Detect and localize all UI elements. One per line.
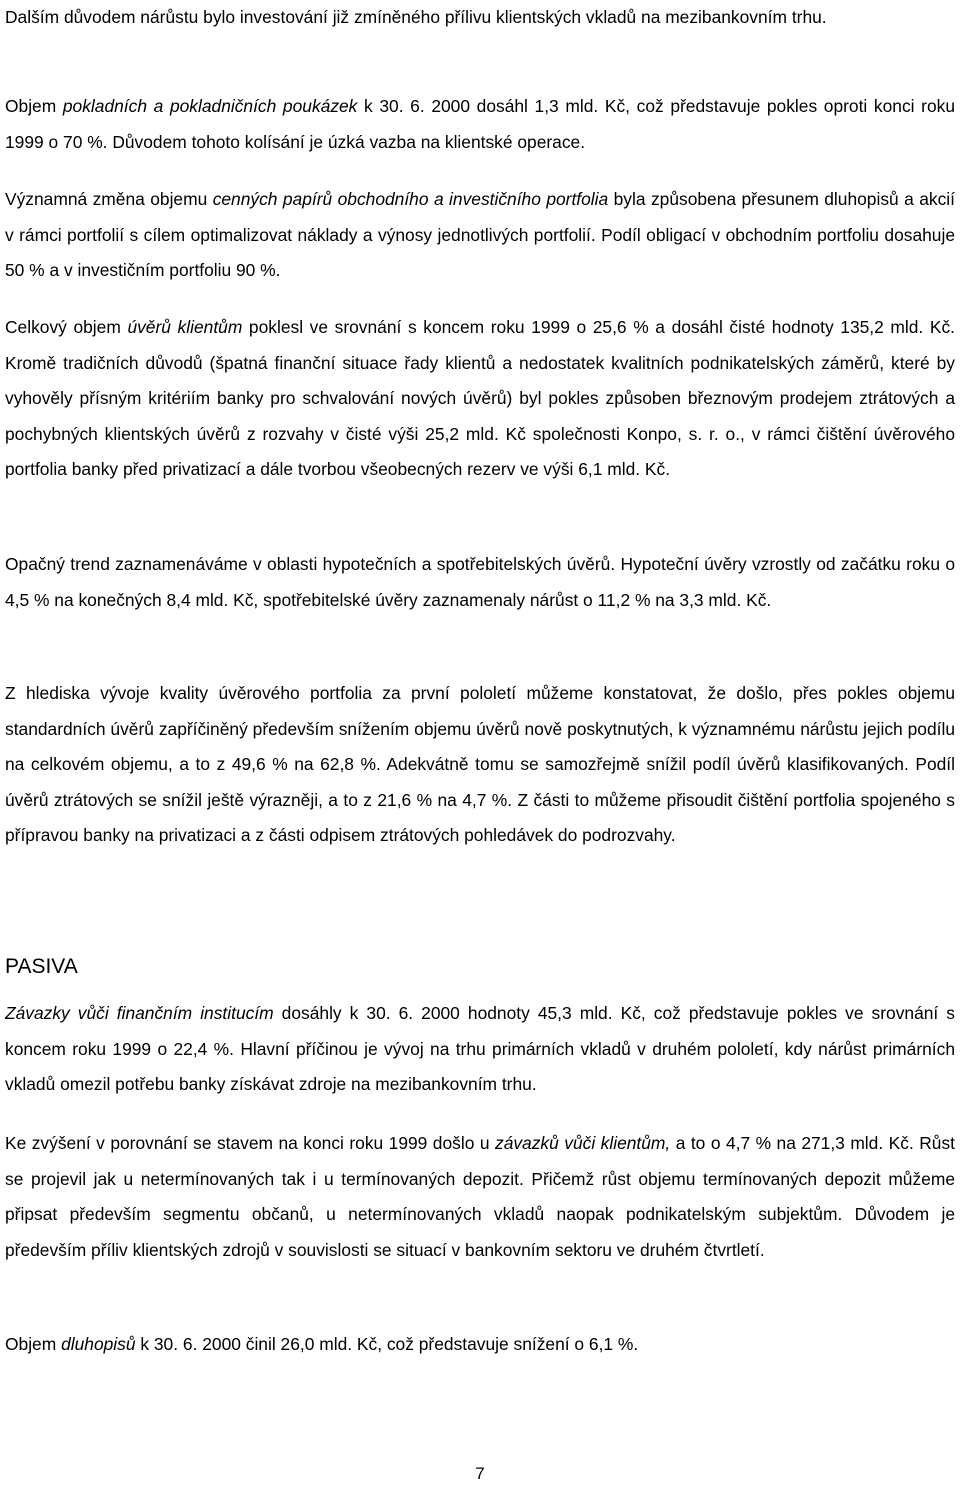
text-run: Opačný trend zaznamenáváme v oblasti hypotečních a spotřebitelských úvěrů. Hypoteční úvěry vzrostly od začátku roku o 4,5 % na konečných 8,4 mld. Kč, spotřebitelské úvěry zaznamenaly nárůst o 11,2 % na 3,3 mld. Kč. bbox=[5, 554, 955, 610]
paragraph-financial-institutions bbox=[5, 996, 955, 1103]
italic-term: úvěrů klientům bbox=[127, 317, 243, 337]
italic-term: dluhopisů bbox=[61, 1334, 136, 1354]
text-run: Významná změna objemu bbox=[5, 189, 213, 209]
paragraph-securities-portfolio bbox=[5, 182, 955, 289]
text-run: k 30. 6. 2000 dosáhl 1,3 mld. Kč, což představuje pokles oproti konci roku 1999 o 70 %. Důvodem tohoto kolísání je úzká vazba na klientské operace. bbox=[5, 96, 956, 152]
section-heading-pasiva bbox=[5, 953, 955, 981]
paragraph-treasury-bills bbox=[5, 89, 955, 160]
page-number: 7 bbox=[475, 1464, 485, 1483]
text-run: Dalším důvodem nárůstu bylo investování již zmíněného přílivu klientských vkladů na mezibankovním trhu. bbox=[5, 7, 827, 27]
italic-term: cenných papírů obchodního a investičního portfolia bbox=[212, 189, 609, 209]
text-run: k 30. 6. 2000 činil 26,0 mld. Kč, což představuje snížení o 6,1 %. bbox=[135, 1334, 639, 1354]
italic-term: závazků vůči klientům, bbox=[495, 1133, 671, 1153]
paragraph-client-liabilities bbox=[5, 1126, 955, 1268]
paragraph-loan-portfolio-quality bbox=[5, 676, 955, 854]
italic-term: pokladních a pokladničních poukázek bbox=[62, 96, 358, 116]
text-run: Objem bbox=[5, 1334, 62, 1354]
text-run: a to o 4,7 % na 271,3 mld. Kč. Růst se projevil jak u netermínovaných tak i u termínovaných depozit. Přičemž růst objemu termínovaných depozit můžeme připsat především segmentu občanů, u netermínovaných vkladů naopak podnikatelským subjektům. Důvodem je především příliv klientských zdrojů v souvislosti se situací v bankovním sektoru ve druhém čtvrtletí. bbox=[5, 1133, 955, 1260]
text-run: Ke zvýšení v porovnání se stavem na konci roku 1999 došlo u bbox=[5, 1133, 495, 1153]
paragraph-mortgage-consumer-loans bbox=[5, 547, 955, 618]
text-run: poklesl ve srovnání s koncem roku 1999 o 25,6 % a dosáhl čisté hodnoty 135,2 mld. Kč. Kromě tradičních důvodů (špatná finanční situace řady klientů a nedostatek kvalitních podnikatelských záměrů, které by vyhověly přísným kritériím banky pro schvalování nových úvěrů) byl pokles způsoben březnovým prodejem ztrátových a pochybných klientských úvěrů z rozvahy v čisté výši 25,2 mld. Kč společnosti Konpo, s. r. o., v rámci čištění úvěrového portfolia banky před privatizací a dále tvorbou všeobecných rezerv ve výši 6,1 mld. Kč. bbox=[5, 317, 955, 479]
text-run: Objem bbox=[5, 96, 63, 116]
paragraph-bonds bbox=[5, 1327, 955, 1363]
text-run: dosáhly k 30. 6. 2000 hodnoty 45,3 mld. Kč, což představuje pokles ve srovnání s koncem roku 1999 o 22,4 %. Hlavní příčinou je vývoj na trhu primárních vkladů v druhém pololetí, kdy nárůst primárních vkladů omezil potřebu banky získávat zdroje na mezibankovním trhu. bbox=[5, 1003, 955, 1094]
paragraph-client-loans bbox=[5, 310, 955, 488]
text-run: Z hlediska vývoje kvality úvěrového portfolia za první pololetí můžeme konstatovat, že došlo, přes pokles objemu standardních úvěrů zapříčiněný především snížením objemu úvěrů nově poskytnutých, k významnému nárůstu jejich podílu na celkovém objemu, a to z 49,6 % na 62,8 %. Adekvátně tomu se samozřejmě snížil podíl úvěrů klasifikovaných. Podíl úvěrů ztrátových se snížil ještě výrazněji, a to z 21,6 % na 4,7 %. Z části to můžeme přisoudit čištění portfolia spojeného s přípravou banky na privatizaci a z části odpisem ztrátových pohledávek do podrozvahy. bbox=[5, 683, 955, 845]
paragraph-interbank-investment bbox=[5, 0, 955, 36]
text-run: Celkový objem bbox=[5, 317, 128, 337]
text-run: PASIVA bbox=[5, 955, 78, 978]
text-run: byla způsobena přesunem dluhopisů a akcií v rámci portfolií s cílem optimalizovat náklady a výnosy jednotlivých portfolií. Podíl obligací v obchodním portfoliu dosahuje 50 % a v investičním portfoliu 90 %. bbox=[5, 189, 955, 280]
italic-term: Závazky vůči finančním institucím bbox=[5, 1003, 274, 1023]
